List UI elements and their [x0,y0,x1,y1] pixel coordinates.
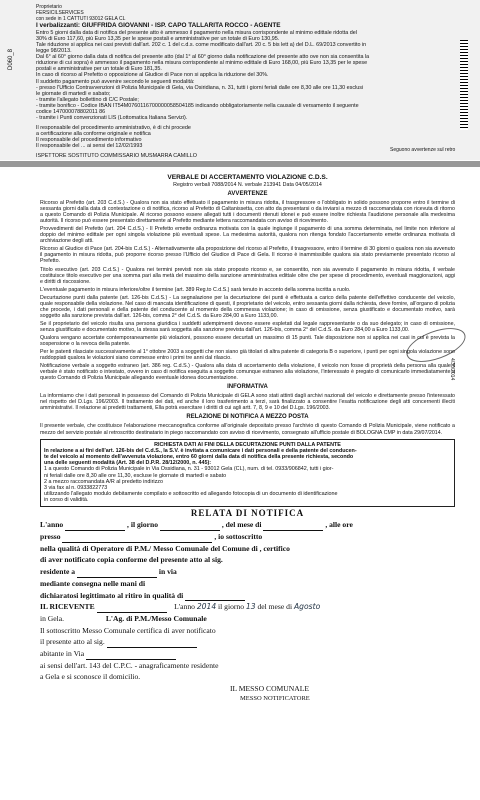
form-row [40,578,455,590]
payment-line: - presso l'Ufficio Contravvenzioni di Polizia Municipale di Gela, via Osiridiana, n. 31, tutti i giorni feriali dalle ore 8,30 alle ore 11,30 esclusi [36,84,364,91]
page-divider [0,161,480,167]
abitante-field[interactable] [86,650,176,660]
messo-label: L'Ag. di P.M./Messo Comunale [105,613,207,623]
mese-handwritten: Agosto [293,602,321,612]
payment-line: - tramite l'allegato bollettino di C/C Postale; [36,96,139,103]
residente-label: residente a [40,567,76,577]
paragraph: Se il proprietario del veicolo risulta una persona giuridica i suddetti adempimenti devono essere espletati dal legale rappresentante o da suo delegato; in caso di omissione, senza giustificato e documentato motivo, la stessa sarà soggetta alla sanzione prevista dall'art. 126-bis, comma 2° del C.d.S. da Euro 284,00 a Euro 1133,00. [40,320,455,333]
sconosciuto-text: a Gela e si sconosce il domicilio. [40,672,141,682]
form-row: IL RICEVENTE L'anno 2014 il giorno 13 del mese di Agosto [40,602,321,612]
payment-line: - tramite bonifico - Codice IBAN IT54M0760116700000058504185 indicando obbligatoriamente nella causale di versamento il seguente [36,102,359,109]
payment-line: Il suddetto pagamento può avvenire secondo le seguenti modalità: [36,78,195,85]
abitante-text: abitante in Via [40,649,85,659]
form-row [40,613,455,625]
rotated-label: 4/30/2014 [449,358,455,381]
payment-line: legge 98/2013. [36,48,72,55]
box-line: 3 via fax al n. 0933822773 [44,484,108,491]
ricevente-label: IL RICEVENTE [40,602,95,612]
relata-form [40,508,455,703]
giorno-field[interactable] [160,521,220,531]
paragraph: Decurtazione punti dalla patente (art. 126-bis C.d.S.) - La segnalazione per la decurtazione dei punti è effettuata a carico della patente dell'effettivo conducente del veicolo, quale responsabile della violazione. Nel caso di mancata identificazione di questi, il proprietario del veicolo, entro sessanta giorni dalla richiesta, deve fornire, all'organo di polizia che procede, i dati personali e della patente del conducente al momento della commessa violazione; in caso di omissione, senza giustificato e documentato motivo, sarà soggetto alla sanzione prevista dall'art. 126-bis, comma 2° del C.d.S. da Euro 284,00 a Euro 1133,00. [40,294,455,319]
informativa-text: La informiamo che i dati personali in possesso del Comando di Polizia Municipale di GELA sono stati attinti dagli archivi nazionali del veicolo e direttamente presso l'interessato nel rispetto del D.Lgs. 196/2003. Il trattamento dei dati, ed anche il loro trasferimento a terzi, sarà finalizzato a consentire l'esatta notificazione degli atti concernenti illeciti amministrativi. Il relazione ai predetti trattamenti, Ella potrà esercitare i diritti di cui agli artt. 7, 8, 9 e 10 del D.Lgs. 196/2003. [40,393,455,412]
payment-line: - tramite i Punti convenzionati LIS (Lottomatica Italiana Servizi). [36,115,188,122]
form-row [40,590,455,602]
payment-line: riduzione di cui sopra) è ammesso il pagamento nella misura corrispondente al minimo edittale di Euro 168,00, più Euro 13,35 per le spese [36,60,368,67]
paragraph: Per le patenti rilasciate successivamente al 1° ottobre 2003 a soggetti che non siano già titolari di altra patente di categoria B o superiore, i punti per ogni singola violazione sono raddoppiati qualora le violazioni siano commesse entro i primi tre anni dal rilascio. [40,349,455,362]
form-row [40,625,455,637]
barcode-icon [460,40,468,130]
payment-line: Tale riduzione si applica nei casi previsti dall'art. 202 c. 1 del c.d.s. come modificato dall'art. 20 c. 5 bis lett a) del D.L. 69/2013 convertito in [36,41,367,48]
owner-address: con sede in 1 CATTUTI 93012 GELA CL [36,16,126,23]
signature-line: ISPETTORE SOSTITUTO COMMISSARIO MUSMARRA CAMILLO [36,152,197,159]
owner-label: Proprietario [36,4,62,10]
form-row [40,519,455,531]
box-title: RICHIESTA DATI AI FINI DELLA DECURTAZIONE PUNTI DALLA PATENTE [154,441,341,448]
anno-label: L'anno [40,520,64,530]
top-slip-body [36,4,386,159]
side-code: D060_8 [8,48,14,70]
sottoscritto-label: , io sottoscritto [214,531,263,541]
paragraph: L'eventuale pagamento in misura inferiore/oltre il termine (art. 389 Reg.to C.d.S.) sarà tenuto in acconto della somma iscritta a ruolo. [40,286,351,293]
box-line: 1 a questo Comando di Polizia Municipale in Via Ossidiana, n. 31 - 93012 Gela (CL), num. di tel. 0933/906842, tutti i gior- [44,466,334,473]
top-slip [0,0,480,160]
paragraph: Ricorso al Giudice di Pace (art. 204-bis C.d.S.) - Alternativamente alla proposizione del ricorso al Prefetto, il trasgressore, entro il termine di 30 giorni o qualora non sia avvenuto il pagamento in misura ridotta, può proporre ricorso presso l'Ufficio del Giudice di Pace di Gela. Il ricorso è inammissibile qualora sia stato previamente presentato ricorso al Prefetto. [40,246,455,265]
gela-text: in Gela. [40,613,65,623]
registro-line: Registro verbali 7088/2014 N. verbale 213941 Data 04/05/2014 [173,182,322,188]
anno-handwritten: 2014 [196,602,217,612]
verbale-body [40,174,455,703]
anno-field[interactable] [65,521,125,531]
certifico-label: , certifico [259,543,290,553]
presente-text: il presente atto al sig. [40,637,105,647]
richiesta-dati-box [40,439,455,507]
verbalizzanti: I verbalizzanti: GIUFFRIDA GIOVANNI - ISP. CAPO TALLARITA ROCCO - AGENTE [36,22,281,30]
document-title: VERBALE DI ACCERTAMENTO VIOLAZIONE C.D.S. [167,174,328,181]
responsabile-line: Il responsabile del ... ai sensi del 12/02/1993 [36,143,143,150]
mese-label: , del mese di [221,520,262,530]
form-row [40,683,455,695]
owner-name: FERSICILSERVICES [36,10,84,17]
form-row [40,660,455,672]
ore-label: , alle ore [325,520,353,530]
form-row [40,636,455,648]
payment-line: In caso di ricorso al Prefetto o opposizione al Giudice di Pace non si applica la riduzione del 30%. [36,72,269,79]
messo-firma: IL MESSO COMUNALE [230,684,310,694]
responsabile-line: a certificazione alla conforme originale e notifica [36,131,151,138]
mese-field[interactable] [263,521,323,531]
dichiarato-label: dichiaratosi legittimato al ritiro in qualità di [40,590,184,600]
presso-label: presso [40,531,61,541]
box-line: te del veicolo al momento dell'avvenuta violazione, entro 60 giorni dalla data di notifica della presente richiesta, secondo [44,453,354,460]
form-row [40,648,455,660]
form-row [40,695,455,703]
relata-heading: RELATA DI NOTIFICA [190,507,305,518]
responsabile-line: Il responsabile del procedimento informativo [36,137,142,144]
qualita-field[interactable] [185,591,245,601]
payment-line: Entro 5 giorni dalla data di notifica del presente atto è ammesso il pagamento nella misura corrispondente al minimo edittale ridotta del [36,29,357,36]
notificato-label: di aver notificato copia conforme del presente atto al sig. [40,555,223,565]
consegna-label: mediante consegna nelle mani di [40,578,146,588]
destinatario-field[interactable] [107,638,197,648]
form-row [40,543,455,555]
informativa-heading: INFORMATIVA [227,384,268,391]
form-row [40,566,455,578]
verbale-page [0,168,480,800]
payment-line: postali e amministrative per un totale di Euro 181,35. [36,66,162,73]
responsabile-line: Il responsabile del procedimento amministrativo, è di chi procede [36,125,191,132]
sensi-text: ai sensi dell'art. 143 del C.P.C. - anagraficamente residente [40,660,219,670]
payment-line: le giornate di martedì e sabato; [36,90,111,97]
ricevente-signature[interactable] [97,603,167,613]
presso-field[interactable] [62,533,212,543]
qualita-label: nella qualità di Operatore di P.M./ Messo Comunale del Comune di [40,543,258,553]
form-row [40,671,455,683]
paragraph: Titolo esecutivo (art. 203 C.d.S.) - Qualora nei termini previsti non sia stato proposto ricorso e, se consentito, non sia avvenuto il pagamento in misura ridotta, il verbale costituisce titolo esecutivo per una somma pari alla metà del massimo della sanzione amministrativa edittale oltre che per spese di procedimento, eventuali maggiorazioni, aggi e diritti di riscossione. [40,266,455,285]
relazione-heading: RELAZIONE DI NOTIFICA A MEZZO POSTA [186,414,309,421]
giorno-label: , il giorno [127,520,159,530]
payment-line: codice 147000078802011 86 [36,109,106,115]
box-line: utilizzando l'allegato modulo debitamente compilato e sottoscritto ed allegando fotocopia di un documento di identificazione [44,491,338,498]
giorno-handwritten: 13 [245,602,256,612]
box-line: una delle seguenti modalità (Art. 38 del D.P.R. 28/12/2000, n. 445): [44,460,212,467]
via-label: in via [158,567,177,577]
box-line: ni feriali dalle ore 8,30 alle ore 11,30, escluse le giornate di martedì e sabato [44,472,227,479]
paragraph: Ricorso al Prefetto (art. 203 C.d.S.) - Qualora non sia stato effettuato il pagamento in misura ridotta, il trasgressore o l'obbligato in solido possono proporre entro il termine di sessanta giorni dalla data di contestazione o di notifica, ricorso al Prefetto di Caltanissetta, con atto da presentarsi o da inviarsi a mezzo di raccomandata con ricevuta di ritorno a questo Comando di Polizia Municipale. Al ricorso possono essere allegati tutti i documenti ritenuti idonei e può essere inoltre richiesta l'audizione personale alla medesima autorità. Il ricorso può essere presentato direttamente al Prefetto mediante lettera raccomandata con avviso di ricevimento. [40,200,455,225]
paragraph: Notificazione verbale a soggetto estraneo (art. 386 reg. C.d.S.) - Qualora alla data di accertamento della violazione, il veicolo non fosse di proprietà della persona alla quale il verbale è stato notificato o intestato, ovvero in caso di notifica eseguita a soggetto comunque estraneo alla violazione, l'interessato è pregato di comunicarlo immediatamente a questo Comando di Polizia Municipale allegando eventuale idonea documentazione. [40,363,455,382]
box-line: in corso di validità. [44,497,89,504]
corner-note: Seguono avvertenze sul retro [390,147,456,153]
form-row [40,554,455,566]
box-line: In relazione a ai fini dell'art. 126-bis del C.d.S., la S.V. è invitata a comunicare i dati personali e della patente del conducen- [44,447,357,454]
residente-field[interactable] [77,568,157,578]
payment-line: 30% di Euro 117,60, più Euro 13,35 per le spese postali e amministrative per un totale di Euro 130,95. [36,35,280,42]
form-row [40,531,455,543]
box-line: 2 a mezzo raccomandata A/R al predetto indirizzo [44,478,163,485]
notificatore-label: MESSO NOTIFICATORE [240,694,310,702]
avvertenze-heading: AVVERTENZE [227,191,268,198]
relazione-text: Il presente verbale, che costituisce l'elaborazione meccanografica conforme all'originale depositato presso l'archivio di questo Comando di Polizia Municipale, viene notificato a mezzo del servizio postale al retroscritto destinatario in piego raccomandato con avviso di ricevimento, consegnato all'ufficio postale di BOLOGNA CMP in data 29/07/2014. [40,423,455,436]
paragraph: Provvedimenti del Prefetto (art. 204 C.d.S.) - Il Prefetto emette ordinanza motivata con la quale ingiunge il pagamento di una somma determinata, nel limite non inferiore al doppio del minimo edittale per ogni singola violazione più eventuali spese. La medesima autorità, qualora non ritenga fondato l'accertamento emette ordinanza motivata di archiviazione degli atti. [40,226,455,245]
payment-line: Dal 6° al 60° giorno dalla data di notifica del presente atto (dal 1° al 60° giorno dalla notificazione del presente atto ove non sia consentita la [36,54,370,61]
certifica-text: Il sottoscritto Messo Comunale certifica di aver notificato [40,625,216,635]
paragraph: Qualora vengano accertate contemporaneamente più violazioni, possono essere decurtati un massimo di 15 punti. Tale disposizione non si applica nei casi in cui è prevista la sospensione o la revoca della patente. [40,334,455,348]
